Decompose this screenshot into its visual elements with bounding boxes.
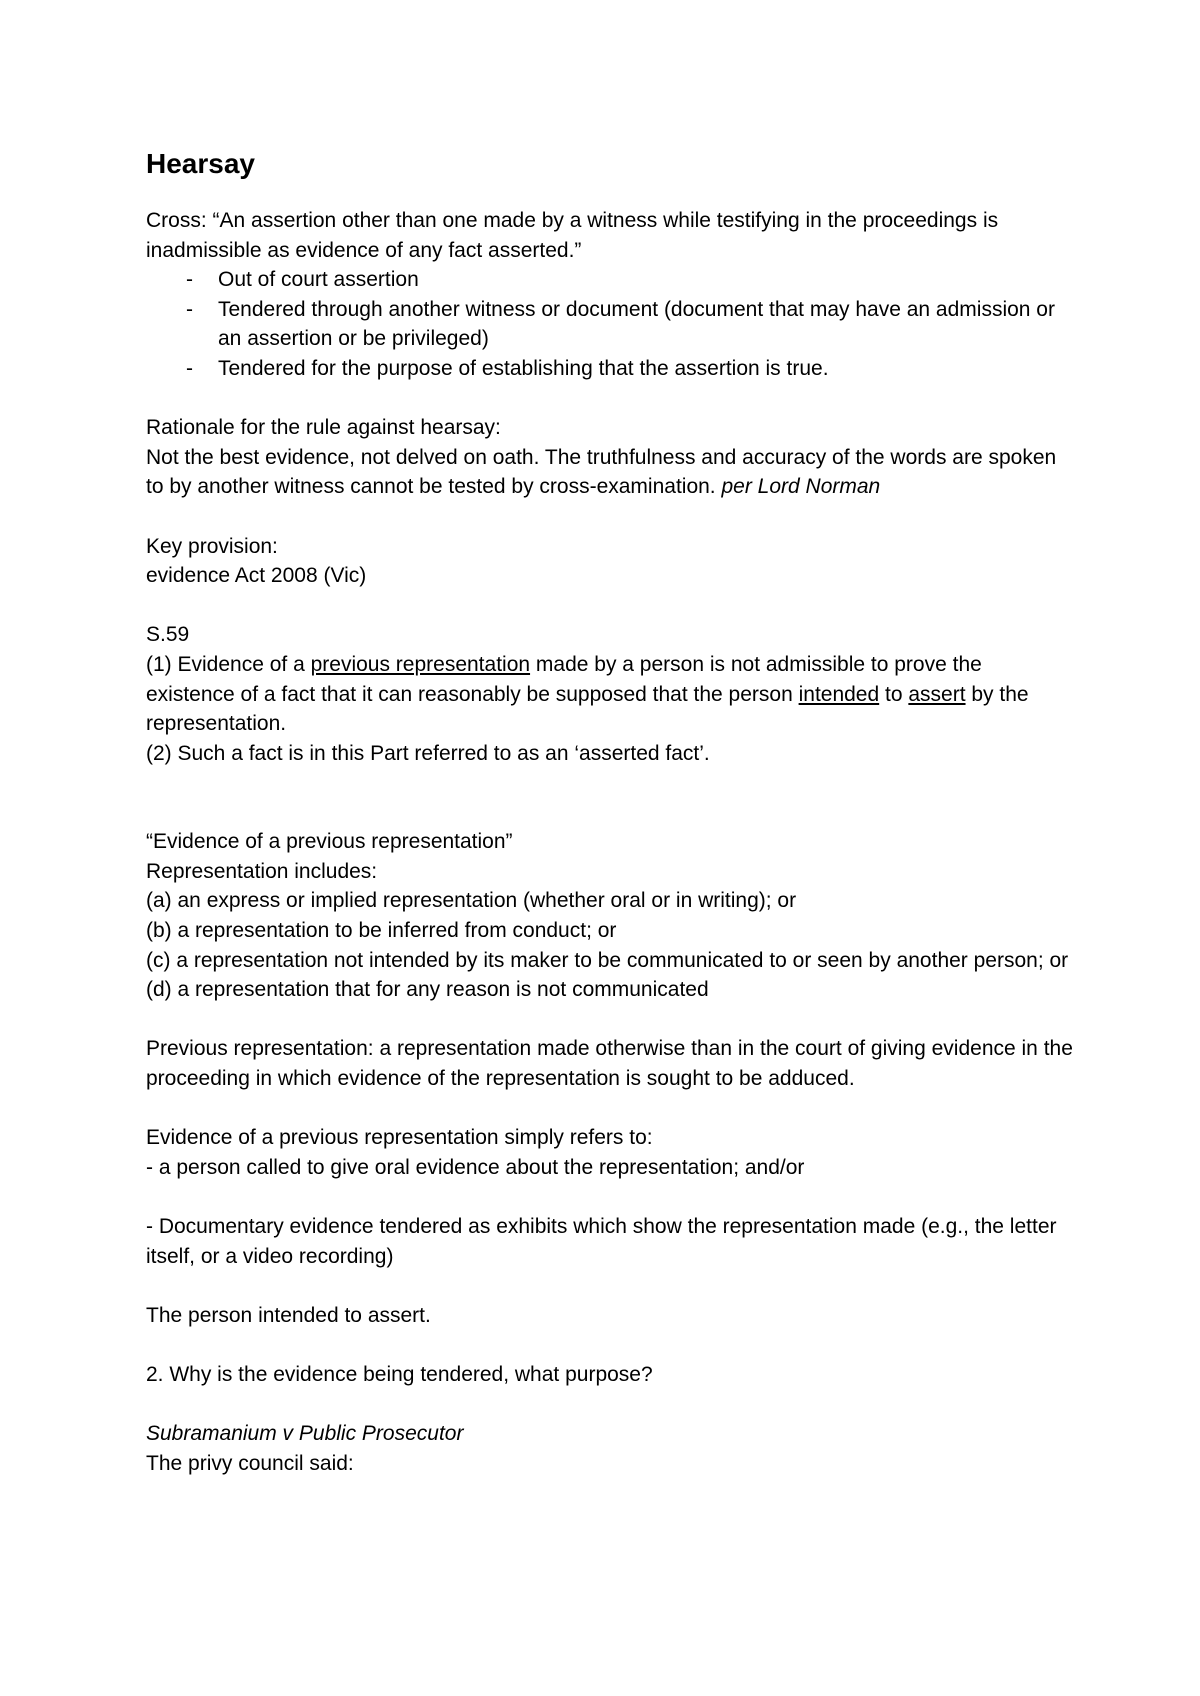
- list-item: - Documentary evidence tendered as exhibits which show the representation made (e.g., the letter itself, or a video recording): [146, 1215, 1057, 1268]
- rationale-attribution: per Lord Norman: [721, 475, 881, 499]
- rationale-body: Not the best evidence, not delved on oath. The truthfulness and accuracy of the words are spoken to by another witness cannot be tested by cross-examination. per Lord Norman: [146, 445, 1057, 499]
- dash-bullet: -: [186, 297, 193, 321]
- section-subsection-2: (2) Such a fact is in this Part referred to as an ‘asserted fact’.: [146, 741, 710, 765]
- section-subsection-1: (1) Evidence of a previous representation made by a person is not admissible to prove the existence of a fact that it can reasonably be supposed that the person intended to assert by the representation.: [146, 652, 1029, 736]
- page-title: Hearsay: [146, 148, 255, 179]
- list-item: - Tendered through another witness or document (document that may have an admission or an assertion or be privileged): [146, 295, 1076, 354]
- list-item: - Tendered for the purpose of establishing that the assertion is true.: [146, 354, 1076, 384]
- underlined-term: intended: [798, 682, 880, 706]
- case-name: Subramanium v Public Prosecutor: [146, 1422, 464, 1446]
- rationale-heading: Rationale for the rule against hearsay:: [146, 416, 501, 440]
- key-provision-heading: Key provision:: [146, 534, 278, 558]
- list-item: - Out of court assertion: [146, 265, 1076, 295]
- document-body: [146, 146, 1076, 1478]
- list-item: (c) a representation not intended by its maker to be communicated to or seen by another person; or: [146, 948, 1069, 972]
- privy-council-note: The privy council said:: [146, 1451, 354, 1475]
- purpose-question: 2. Why is the evidence being tendered, what purpose?: [146, 1362, 653, 1386]
- list-item: (b) a representation to be inferred from conduct; or: [146, 919, 617, 943]
- underlined-term: previous representation: [310, 652, 531, 676]
- list-item: - a person called to give oral evidence about the representation; and/or: [146, 1155, 805, 1179]
- previous-representation-definition: Previous representation: a representation made otherwise than in the court of giving evidence in the proceeding in which evidence of the representation is sought to be adduced.: [146, 1037, 1073, 1091]
- dash-bullet: -: [186, 356, 193, 380]
- cross-definition: Cross: “An assertion other than one made by a witness while testifying in the proceedings is inadmissible as evidence of any fact asserted.”: [146, 209, 999, 262]
- list-item: (d) a representation that for any reason is not communicated: [146, 978, 709, 1002]
- evidence-refers-heading: Evidence of a previous representation simply refers to:: [146, 1126, 653, 1150]
- key-provision-act: evidence Act 2008 (Vic): [146, 564, 367, 588]
- representation-includes: Representation includes:: [146, 859, 378, 883]
- cross-elements-list: [146, 265, 1076, 383]
- list-item: (a) an express or implied representation (whether oral or in writing); or: [146, 889, 797, 913]
- dash-bullet: -: [186, 268, 193, 292]
- underlined-term: assert: [908, 682, 966, 706]
- intended-note: The person intended to assert.: [146, 1303, 431, 1327]
- representation-quote: “Evidence of a previous representation”: [146, 830, 513, 854]
- section-label: S.59: [146, 623, 190, 647]
